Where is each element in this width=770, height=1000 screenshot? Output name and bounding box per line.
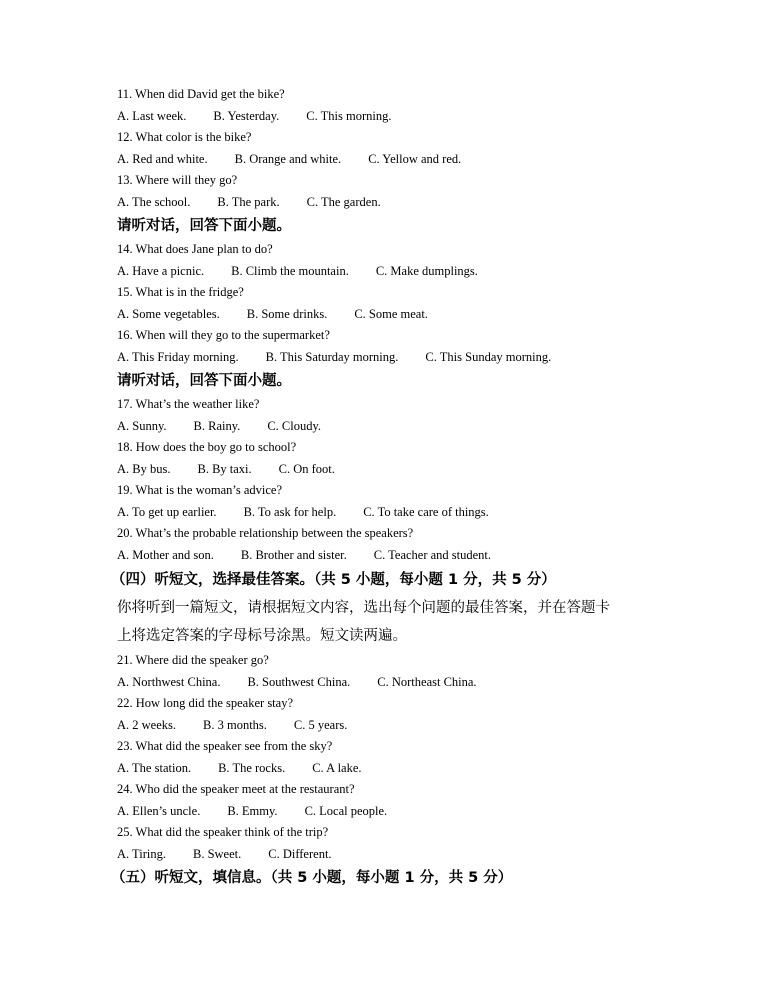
question-22: 22. How long did the speaker stay? [117,696,294,710]
option-19-c: C. To take care of things. [363,504,489,519]
question-21: 21. Where did the speaker go? [117,653,269,667]
option-24-a: A. Ellen’s uncle. [117,803,201,818]
question-11: 11. When did David get the bike? [117,87,285,101]
option-23-b: B. The rocks. [218,760,286,775]
option-18-a: A. By bus. [117,461,171,476]
option-23-a: A. The station. [117,760,192,775]
options-23 [117,758,717,780]
option-18-c: C. On foot. [278,461,335,476]
question-24: 24. Who did the speaker meet at the restaurant? [117,782,355,796]
option-18-b: B. By taxi. [197,461,252,476]
option-12-a: A. Red and white. [117,151,208,166]
question-14: 14. What does Jane plan to do? [117,242,273,256]
options-16 [117,347,717,369]
options-20 [117,545,717,567]
option-23-c: C. A lake. [312,760,362,775]
question-15: 15. What is in the fridge? [117,285,244,299]
option-15-a: A. Some vegetables. [117,306,220,321]
options-14 [117,261,717,283]
options-12 [117,149,717,171]
option-15-c: C. Some meat. [354,306,428,321]
question-13: 13. Where will they go? [117,173,238,187]
option-21-c: C. Northeast China. [377,674,477,689]
exam-page [111,84,717,891]
options-24 [117,801,717,823]
question-20: 20. What’s the probable relationship between the speakers? [117,526,414,540]
option-25-c: C. Different. [268,846,332,861]
question-23: 23. What did the speaker see from the sky? [117,739,333,753]
option-17-b: B. Rainy. [193,418,241,433]
option-12-b: B. Orange and white. [234,151,342,166]
option-17-c: C. Cloudy. [267,418,322,433]
option-25-a: A. Tiring. [117,846,166,861]
option-20-a: A. Mother and son. [117,547,214,562]
question-19: 19. What is the woman’s advice? [117,483,283,497]
option-19-a: A. To get up earlier. [117,504,217,519]
option-16-c: C. This Sunday morning. [425,349,552,364]
options-15 [117,304,717,326]
option-20-c: C. Teacher and student. [373,547,492,562]
question-16: 16. When will they go to the supermarket? [117,328,330,342]
question-25: 25. What did the speaker think of the trip? [117,825,329,839]
option-16-a: A. This Friday morning. [117,349,239,364]
options-21 [117,672,717,694]
instruction-listen-a: 请听对话，回答下面小题。 [117,218,291,234]
option-11-a: A. Last week. [117,108,187,123]
option-19-b: B. To ask for help. [243,504,337,519]
option-14-c: C. Make dumplings. [375,263,478,278]
options-17 [117,416,717,438]
option-12-c: C. Yellow and red. [368,151,462,166]
section-4-heading: （四）听短文，选择最佳答案。（共 5 小题，每小题 1 分，共 5 分） [111,572,556,588]
option-13-b: B. The park. [217,194,280,209]
question-18: 18. How does the boy go to school? [117,440,297,454]
option-22-a: A. 2 weeks. [117,717,177,732]
question-17: 17. What’s the weather like? [117,397,260,411]
options-13 [117,192,717,214]
option-13-a: A. The school. [117,194,191,209]
options-19 [117,502,717,524]
option-21-b: B. Southwest China. [247,674,351,689]
option-11-c: C. This morning. [306,108,392,123]
option-16-b: B. This Saturday morning. [265,349,399,364]
option-20-b: B. Brother and sister. [240,547,347,562]
option-14-a: A. Have a picnic. [117,263,205,278]
options-22 [117,715,717,737]
option-14-b: B. Climb the mountain. [231,263,349,278]
options-11 [117,106,717,128]
option-17-a: A. Sunny. [117,418,167,433]
options-18 [117,459,717,481]
options-25 [117,844,717,866]
option-24-c: C. Local people. [304,803,388,818]
instruction-listen-b: 请听对话，回答下面小题。 [117,373,291,389]
option-24-b: B. Emmy. [227,803,278,818]
option-15-b: B. Some drinks. [246,306,328,321]
option-11-b: B. Yesterday. [213,108,280,123]
question-12: 12. What color is the bike? [117,130,252,144]
option-21-a: A. Northwest China. [117,674,221,689]
option-25-b: B. Sweet. [192,846,242,861]
section-5-heading: （五）听短文，填信息。（共 5 小题，每小题 1 分，共 5 分） [111,870,513,886]
section-4-instruction-line-2: 上将选定答案的字母标号涂黑。短文读两遍。 [117,628,407,644]
option-13-c: C. The garden. [306,194,381,209]
section-4-instruction-line-1: 你将听到一篇短文，请根据短文内容，选出每个问题的最佳答案，并在答题卡 [117,600,610,616]
option-22-b: B. 3 months. [203,717,267,732]
option-22-c: C. 5 years. [293,717,348,732]
